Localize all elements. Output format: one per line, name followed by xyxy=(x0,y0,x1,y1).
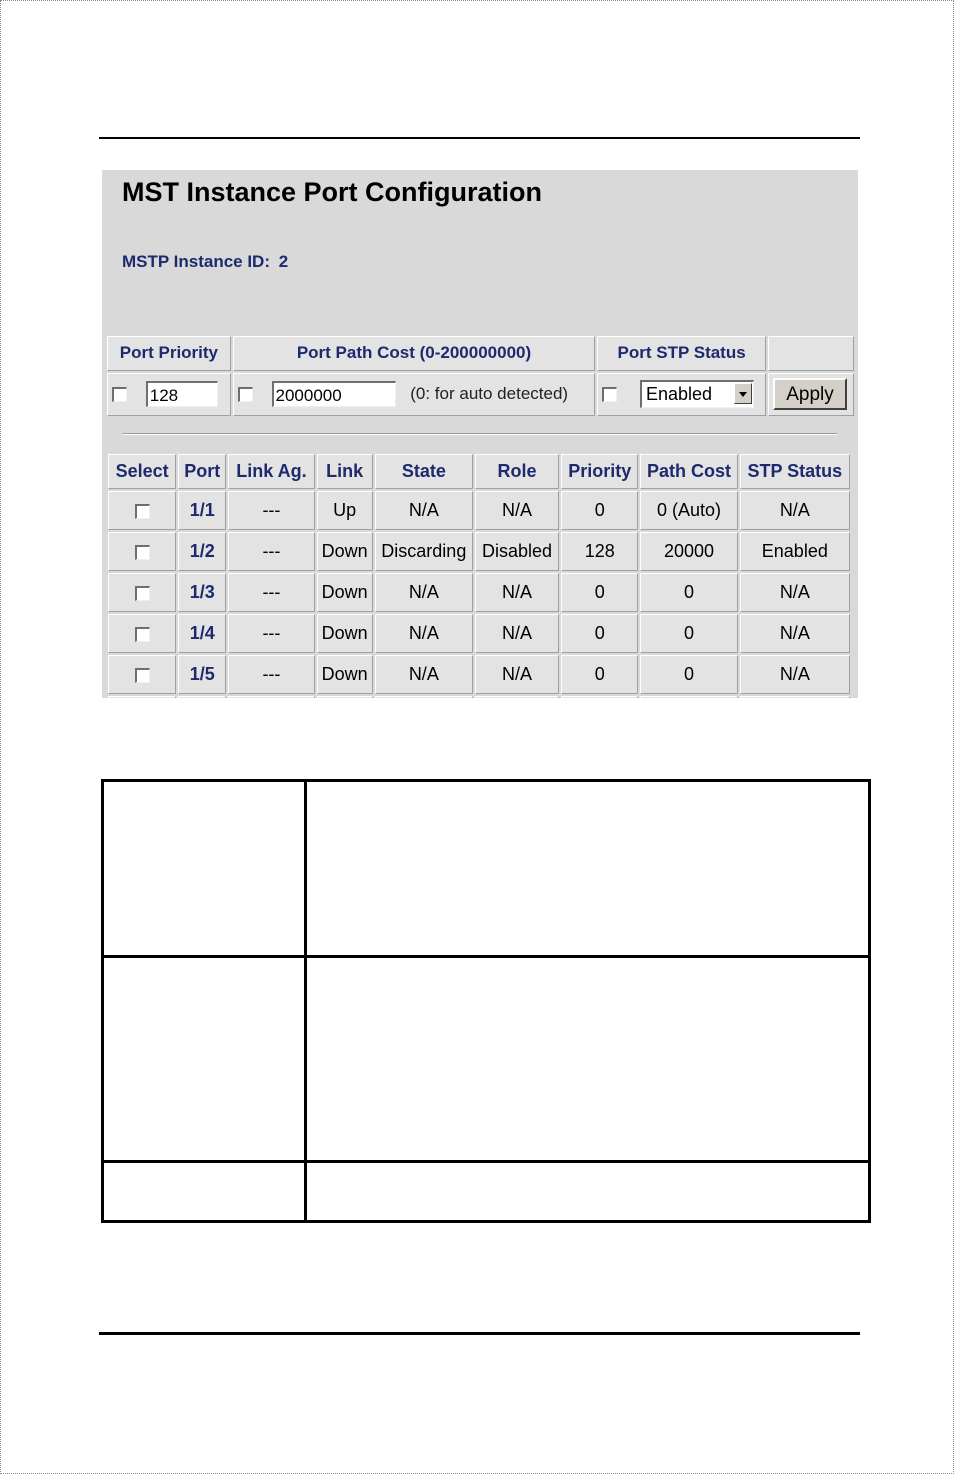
stp-status: N/A xyxy=(740,573,850,612)
stp-status-select[interactable] xyxy=(640,380,754,408)
description-table xyxy=(101,779,871,1223)
path-cost xyxy=(640,696,737,698)
col-link: Link xyxy=(317,454,373,489)
col-priority: Priority xyxy=(561,454,638,489)
apply-cell xyxy=(768,373,854,416)
description-row xyxy=(103,1162,870,1222)
col-role: Role xyxy=(475,454,559,489)
priority-cell xyxy=(107,373,231,416)
path-cost: 0 xyxy=(640,614,737,653)
description-row xyxy=(103,957,870,1162)
row-select xyxy=(108,573,176,612)
col-select: Select xyxy=(108,454,176,489)
path-cost: 0 xyxy=(640,655,737,694)
link-ag: --- xyxy=(228,532,314,571)
row-select xyxy=(108,696,176,698)
port-priority-header: Port Priority xyxy=(107,336,231,371)
state: N/A xyxy=(375,491,473,530)
link-ag xyxy=(228,696,314,698)
instance-id-value: 2 xyxy=(278,252,289,271)
port-table-header-row xyxy=(108,454,850,489)
port-table xyxy=(106,452,852,698)
stp-status-checkbox[interactable] xyxy=(602,387,617,402)
table-row xyxy=(108,491,850,530)
apply-header xyxy=(768,336,854,371)
path-cost: 20000 xyxy=(640,532,737,571)
port-id[interactable]: 1/1 xyxy=(178,491,226,530)
stp-status: N/A xyxy=(740,655,850,694)
path-cost-hint: (0: for auto detected) xyxy=(410,384,569,404)
link-ag: --- xyxy=(228,614,314,653)
role: N/A xyxy=(475,491,559,530)
stp-status-cell xyxy=(597,373,766,416)
state: N/A xyxy=(375,573,473,612)
priority: 0 xyxy=(561,491,638,530)
separator-line xyxy=(122,433,837,435)
row-select xyxy=(108,491,176,530)
port-id[interactable]: 1/5 xyxy=(178,655,226,694)
footer-rule xyxy=(99,1332,860,1335)
state xyxy=(375,696,473,698)
link: Down xyxy=(317,614,373,653)
priority: 0 xyxy=(561,573,638,612)
header-rule xyxy=(99,137,860,139)
screenshot-panel xyxy=(102,170,858,698)
link-ag: --- xyxy=(228,573,314,612)
stp-status: N/A xyxy=(740,491,850,530)
row-select xyxy=(108,655,176,694)
col-stp-status: STP Status xyxy=(740,454,850,489)
priority: 0 xyxy=(561,655,638,694)
table-row xyxy=(108,655,850,694)
path-cost: 0 (Auto) xyxy=(640,491,737,530)
description-row xyxy=(103,781,870,957)
table-row xyxy=(108,614,850,653)
priority-checkbox[interactable] xyxy=(112,387,127,402)
role: Disabled xyxy=(475,532,559,571)
stp-status: Enabled xyxy=(740,532,850,571)
port-path-cost-header: Port Path Cost (0-200000000) xyxy=(233,336,595,371)
table-row xyxy=(108,532,850,571)
col-link-ag: Link Ag. xyxy=(228,454,314,489)
role: N/A xyxy=(475,614,559,653)
description-text-cell xyxy=(306,957,870,1162)
description-text-cell xyxy=(306,781,870,957)
link-ag: --- xyxy=(228,491,314,530)
path-cost-input[interactable]: 2000000 xyxy=(272,381,396,407)
table-row-partial xyxy=(108,696,850,698)
priority xyxy=(561,696,638,698)
path-cost-checkbox[interactable] xyxy=(238,387,253,402)
role: N/A xyxy=(475,655,559,694)
path-cost-cell xyxy=(233,373,595,416)
row-checkbox[interactable] xyxy=(135,668,150,683)
state: N/A xyxy=(375,614,473,653)
instance-id-label: MSTP Instance ID: xyxy=(122,252,270,271)
priority-input[interactable]: 128 xyxy=(146,381,218,407)
stp-status: N/A xyxy=(740,614,850,653)
description-term-cell xyxy=(103,781,306,957)
row-select xyxy=(108,614,176,653)
description-term-cell xyxy=(103,1162,306,1222)
row-checkbox[interactable] xyxy=(135,586,150,601)
config-table xyxy=(105,334,856,418)
apply-button[interactable]: Apply xyxy=(773,378,847,410)
col-port: Port xyxy=(178,454,226,489)
priority: 0 xyxy=(561,614,638,653)
link: Up xyxy=(317,491,373,530)
link: Down xyxy=(317,532,373,571)
port-id[interactable]: 1/3 xyxy=(178,573,226,612)
stp-status xyxy=(740,696,850,698)
link: Down xyxy=(317,573,373,612)
state: Discarding xyxy=(375,532,473,571)
port-id xyxy=(178,696,226,698)
table-row xyxy=(108,573,850,612)
description-term-cell xyxy=(103,957,306,1162)
path-cost: 0 xyxy=(640,573,737,612)
link xyxy=(317,696,373,698)
port-id[interactable]: 1/4 xyxy=(178,614,226,653)
description-text-cell xyxy=(306,1162,870,1222)
chevron-down-icon[interactable] xyxy=(734,383,752,404)
col-state: State xyxy=(375,454,473,489)
link: Down xyxy=(317,655,373,694)
stp-status-selected: Enabled xyxy=(645,384,712,405)
instance-id-line xyxy=(122,252,288,272)
panel-title: MST Instance Port Configuration xyxy=(122,177,543,207)
state: N/A xyxy=(375,655,473,694)
link-ag: --- xyxy=(228,655,314,694)
port-stp-status-header: Port STP Status xyxy=(597,336,766,371)
priority: 128 xyxy=(561,532,638,571)
row-checkbox[interactable] xyxy=(135,545,150,560)
role: N/A xyxy=(475,573,559,612)
port-id[interactable]: 1/2 xyxy=(178,532,226,571)
role xyxy=(475,696,559,698)
row-select xyxy=(108,532,176,571)
row-checkbox[interactable] xyxy=(135,627,150,642)
col-path-cost: Path Cost xyxy=(640,454,737,489)
row-checkbox[interactable] xyxy=(135,504,150,519)
